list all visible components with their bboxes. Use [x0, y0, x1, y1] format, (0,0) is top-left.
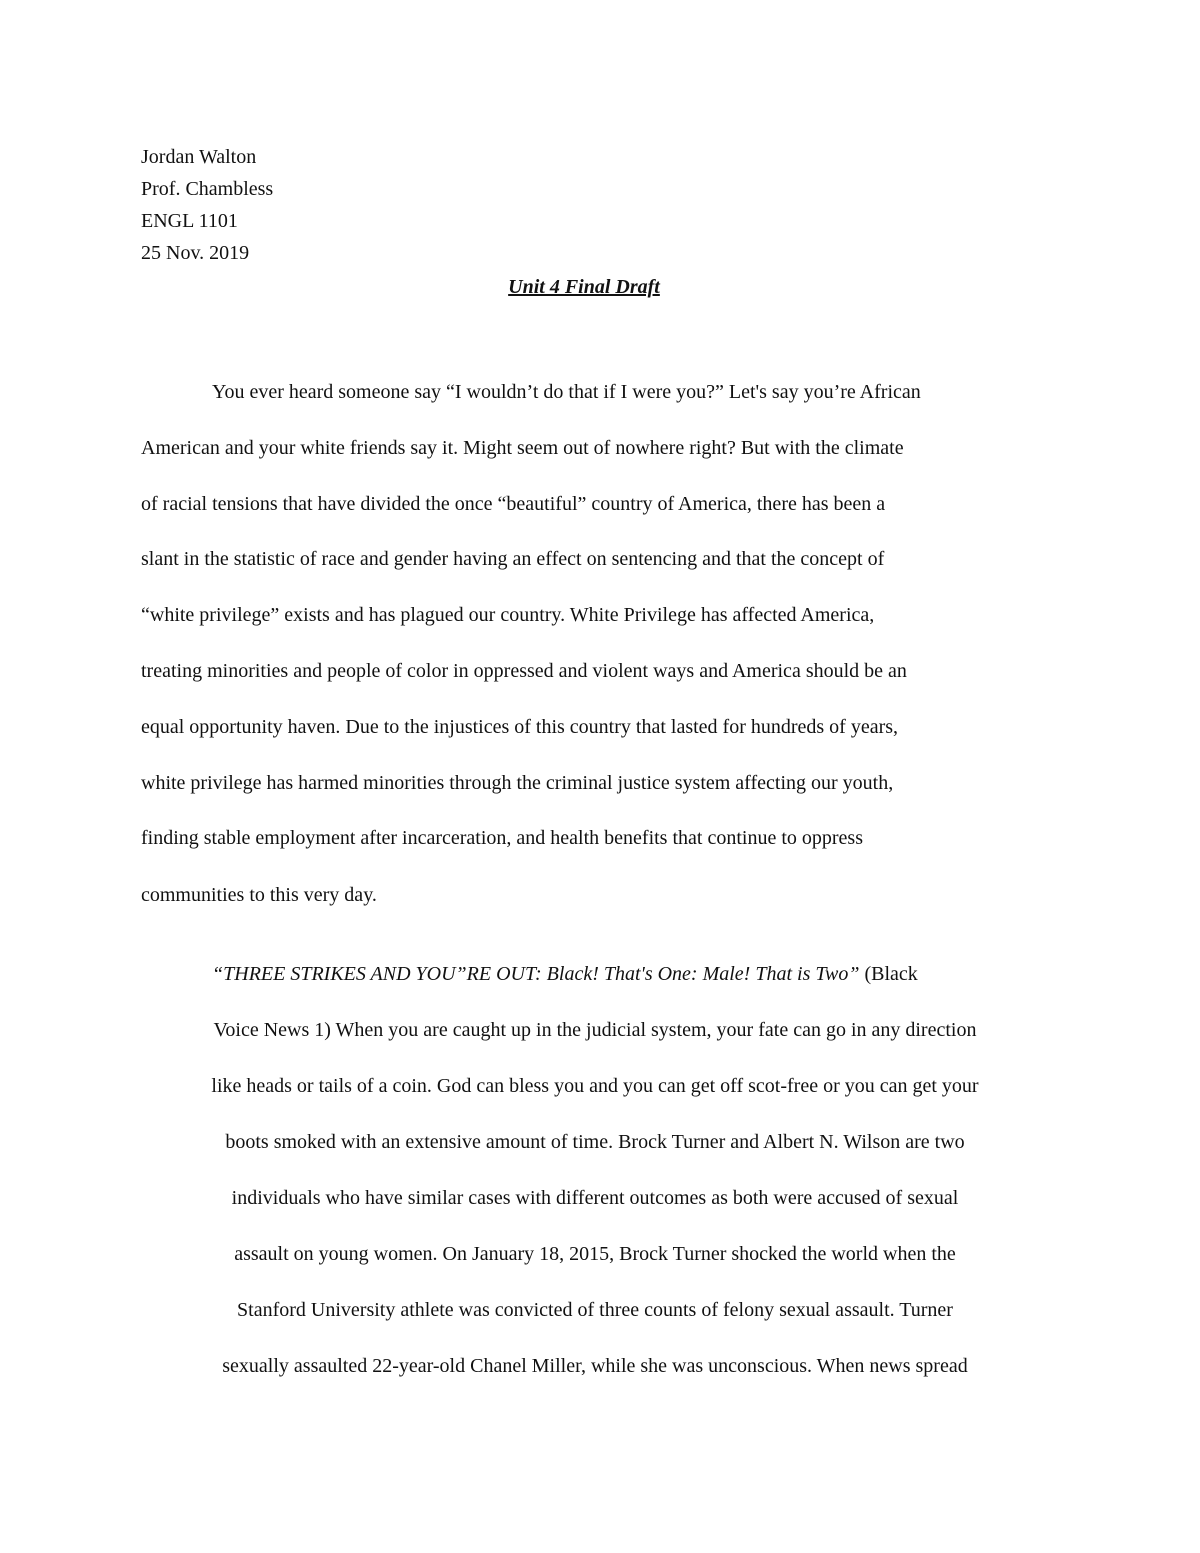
paragraph-line: of racial tensions that have divided the once “beautiful” country of America, there has been a	[141, 493, 886, 515]
quote-line	[212, 960, 918, 988]
paragraph-line: white privilege has harmed minorities through the criminal justice system affecting our youth,	[141, 772, 894, 794]
quote-citation: (Black	[859, 963, 918, 985]
mla-heading	[141, 141, 273, 269]
paragraph-line: equal opportunity haven. Due to the injustices of this country that lasted for hundreds of years,	[141, 716, 899, 738]
paragraph-line: assault on young women. On January 18, 2015, Brock Turner shocked the world when the	[234, 1243, 956, 1265]
paragraph-line: American and your white friends say it. Might seem out of nowhere right? But with the climate	[141, 437, 904, 459]
paragraph-line: Stanford University athlete was convicted of three counts of felony sexual assault. Turner	[237, 1299, 953, 1321]
paragraph-line: like heads or tails of a coin. God can bless you and you can get off scot-free or you can get your	[211, 1075, 979, 1097]
paragraph-line: communities to this very day.	[141, 884, 377, 906]
paragraph-line: boots smoked with an extensive amount of time. Brock Turner and Albert N. Wilson are two	[225, 1131, 965, 1153]
paragraph-line: Voice News 1) When you are caught up in the judicial system, your fate can go in any direction	[213, 1019, 977, 1041]
paragraph-line: individuals who have similar cases with different outcomes as both were accused of sexual	[231, 1187, 959, 1209]
quote-text: “THREE STRIKES AND YOU”RE OUT: Black! That's One: Male! That is Two”	[212, 963, 860, 985]
paragraph-line: sexually assaulted 22-year-old Chanel Miller, while she was unconscious. When news spread	[222, 1355, 968, 1377]
professor-name: Prof. Chambless	[141, 178, 274, 200]
paragraph-line: You ever heard someone say “I wouldn’t do that if I were you?” Let's say you’re African	[212, 381, 921, 403]
author-name: Jordan Walton	[141, 146, 257, 168]
paragraph-line: slant in the statistic of race and gender having an effect on sentencing and that the concept of	[141, 548, 885, 570]
paragraph-line: finding stable employment after incarceration, and health benefits that continue to oppress	[141, 827, 863, 849]
paragraph-line: “white privilege” exists and has plagued our country. White Privilege has affected America,	[141, 604, 875, 626]
course-code: ENGL 1101	[141, 210, 238, 232]
document-date: 25 Nov. 2019	[141, 242, 250, 264]
paragraph-line: treating minorities and people of color in oppressed and violent ways and America should be an	[141, 660, 907, 682]
document-title: Unit 4 Final Draft	[508, 276, 660, 298]
